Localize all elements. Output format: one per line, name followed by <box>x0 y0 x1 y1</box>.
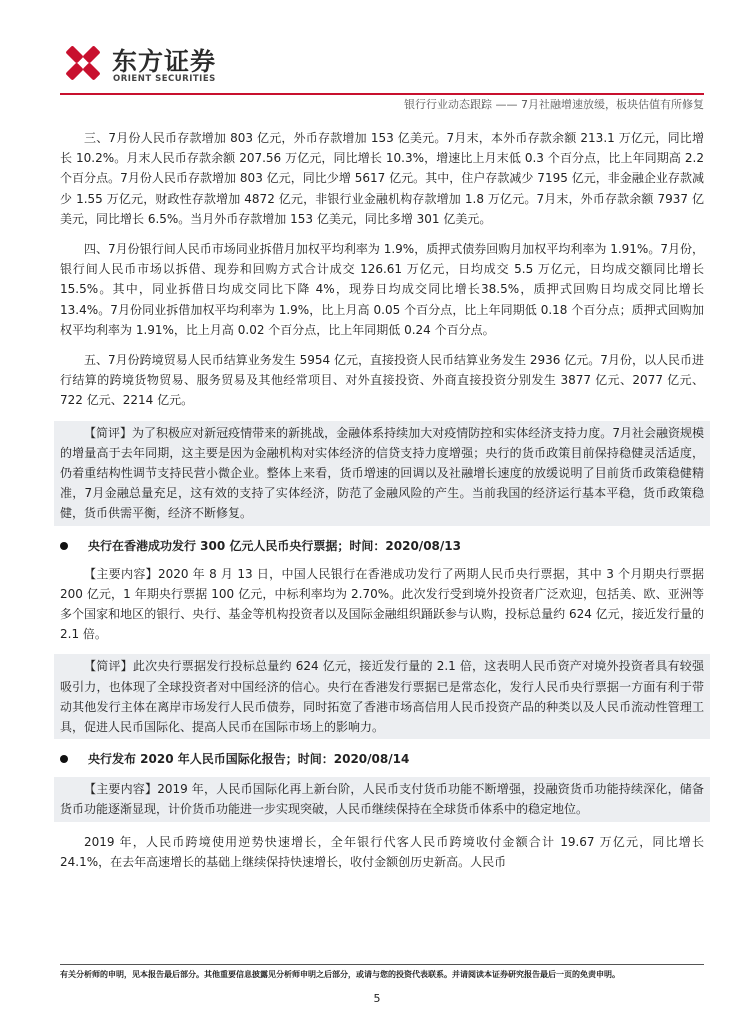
brand-name-en: ORIENT SECURITIES <box>113 74 216 84</box>
comment-paragraph: 【简评】为了积极应对新冠疫情带来的新挑战，金融体系持续加大对疫情防控和实体经济支持力度。7月社会融资规模的增量高于去年同期，这主要是因为金融机构对实体经济的信贷支持力度增强；央行的货币政策目前保持稳健灵活适度，仍着重结构性调节支持民营小微企业。整体上来看，货币增速的回调以及社融增长速度的放缓说明了目前货币政策稳健精准，7月金融总量充足，这有效的支持了实体经济，防范了金融风险的产生。当前我国的经济运行基本平稳，货币政策稳健，货币供需平衡，经济不断修复。 <box>60 425 704 521</box>
main-content-paragraph: 【主要内容】2020 年 8 月 13 日，中国人民银行在香港成功发行了两期人民币央行票据，其中 3 个月期央行票据 200 亿元，1 年期央行票据 100 亿元，中标利率均为 2.70%。此次发行受到境外投资者广泛欢迎，包括美、欧、亚洲等多个国家和地区的银行、央行、基金等机构投资者以及国际金融组织踊跃参与认购，投标总量约 624 亿元，接近发行量的 2.1 倍。 <box>60 566 704 642</box>
section-heading-text: 央行在香港成功发行 300 亿元人民币央行票据；时间：2020/08/13 <box>88 538 461 553</box>
section-heading <box>60 749 704 769</box>
bullet-icon <box>60 755 68 763</box>
page-number: 5 <box>373 992 381 1005</box>
footer-disclaimer: 有关分析师的申明，见本报告最后部分。其他重要信息披露见分析师申明之后部分，或请与您的投资代表联系。并请阅读本证券研究报告最后一页的免责申明。 <box>60 970 620 979</box>
comment-box <box>54 421 710 526</box>
section-heading <box>60 536 704 556</box>
bullet-icon <box>60 542 68 550</box>
footer-divider <box>60 964 704 965</box>
interbank-paragraph: 四、7月份银行间人民币市场同业拆借月加权平均利率为 1.9%，质押式债券回购月加权平均利率为 1.91%。7月份，银行间人民币市场以拆借、现券和回购方式合计成交 126.61 万亿元，日均成交 5.5 万亿元，日均成交额同比增长 15.5%。其中，同业拆借日均成交同比下降 4%，现券日均成交同比增长38.5%，质押式回购日均成交同比增长 13.4%。7月份同业拆借加权平均利率为 1.9%，比上月高 0.05 个百分点，比上年同期低 0.18 个百分点；质押式回购加权平均利率为 1.91%，比上月高 0.02 个百分点，比上年同期低 0.24 个百分点。 <box>60 242 704 337</box>
report-title: 银行行业动态跟踪 —— 7月社融增速放缓，板块估值有所修复 <box>404 98 704 111</box>
orient-securities-logo-icon <box>60 40 106 86</box>
comment-paragraph: 【简评】此次央行票据发行投标总量约 624 亿元，接近发行量的 2.1 倍，这表明人民币资产对境外投资者具有较强吸引力，也体现了全球投资者对中国经济的信心。央行在香港发行票据已是常态化，发行人民币央行票据一方面有利于带动其他发行主体在离岸市场发行人民币债券，同时拓宽了香港市场高信用人民币投资产品的种类以及人民币流动性管理工具，促进人民币国际化、提高人民币在国际市场上的影响力。 <box>60 659 704 735</box>
crossborder-paragraph: 五、7月份跨境贸易人民币结算业务发生 5954 亿元，直接投资人民币结算业务发生 2936 亿元。7月份，以人民币进行结算的跨境货物贸易、服务贸易及其他经常项目、对外直接投资、外商直接投资分别发生 3877 亿元、2077 亿元、722 亿元、2214 亿元。 <box>60 353 704 408</box>
deposit-paragraph: 三、7月份人民币存款增加 803 亿元，外币存款增加 153 亿美元。7月末，本外币存款余额 213.1 万亿元，同比增长 10.2%。月末人民币存款余额 207.56 万亿元，同比增长 10.3%，增速比上月末低 0.3 个百分点，比上年同期高 2.2 个百分点。7月份人民币存款增加 803 亿元，同比少增 5617 亿元。其中，住户存款减少 7195 亿元，非金融企业存款减少 1.55 万亿元，财政性存款增加 4872 亿元，非银行业金融机构存款增加 1.8 万亿元。7月末，外币存款余额 7937 亿美元，同比增长 6.5%。当月外币存款增加 153 亿美元，同比多增 301 亿美元。 <box>60 131 704 226</box>
company-logo <box>60 40 220 90</box>
body-paragraph: 2019 年，人民币跨境使用逆势快速增长，全年银行代客人民币跨境收付金额合计 19.67 万亿元，同比增长 24.1%，在去年高速增长的基础上继续保持快速增长，收付金额创历史新高。人民币 <box>60 834 704 869</box>
header-divider <box>60 93 704 95</box>
main-content-paragraph: 【主要内容】2019 年，人民币国际化再上新台阶，人民币支付货币功能不断增强，投融资货币功能持续深化，储备货币功能逐渐显现，计价货币功能进一步实现突破，人民币继续保持在全球货币体系中的稳定地位。 <box>60 782 704 817</box>
main-content-box <box>54 777 710 821</box>
section-heading-text: 央行发布 2020 年人民币国际化报告；时间：2020/08/14 <box>88 752 410 767</box>
brand-name-cn: 东方证券 <box>112 47 217 76</box>
report-body <box>60 128 704 882</box>
comment-box <box>54 654 710 739</box>
